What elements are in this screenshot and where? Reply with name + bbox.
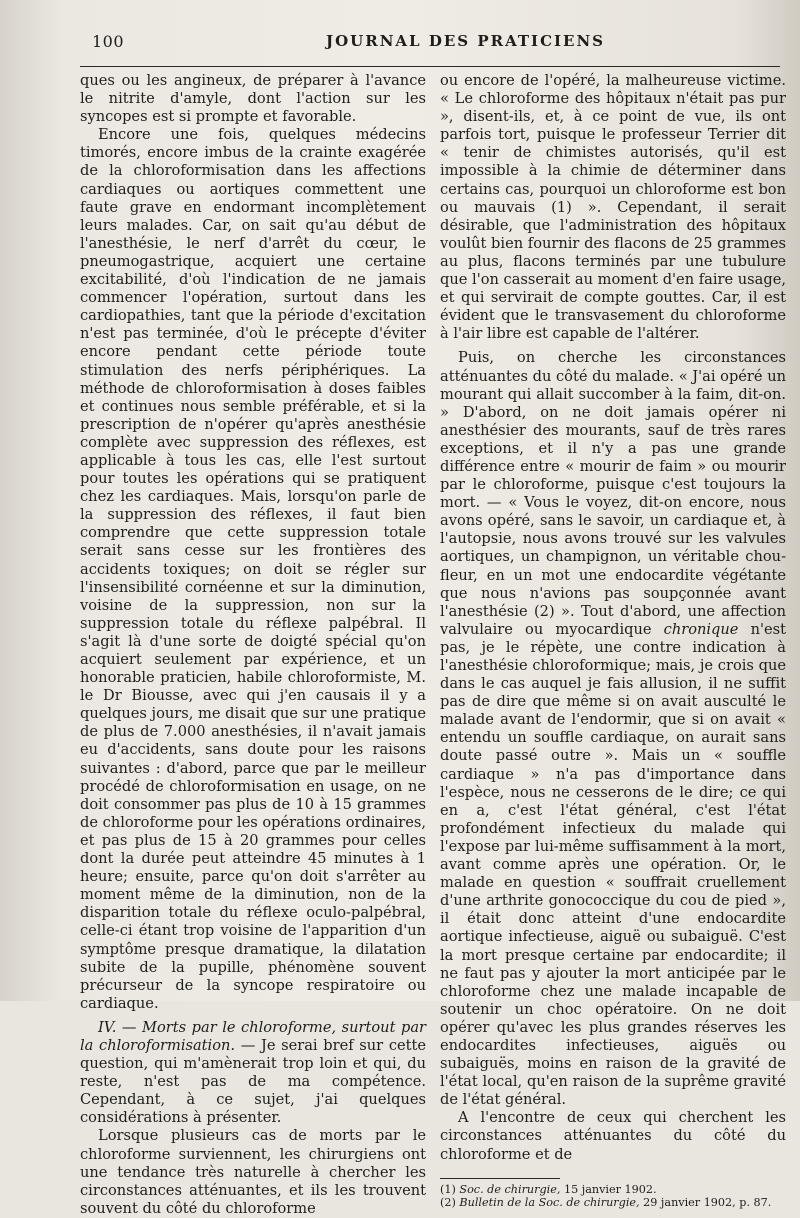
footnote-rule: [440, 1178, 560, 1179]
page-header: [0, 30, 800, 60]
paragraph: ou encore de l'opéré, la malheureuse victime. « Le chloroforme des hôpitaux n'était pas pur », disent-ils, et, à ce point de vue, ils ont parfois tort, puisque le professeur Terrier dit « tenir de chimistes autorisés, qu'il est impossible à la chimie de déterminer dans certains cas, pourquoi un chloroforme est bon ou mauvais (1) ». Cependant, il serait désirable, que l'administration des hôpitaux voulût bien fournir des flacons de 25 grammes au plus, flacons terminés par une tubulure que l'on casserait au moment d'en faire usage, et qui servirait de compte gouttes. Car, il est évident que le transvasement du chloroforme à l'air libre est capable de l'altérer.: [440, 72, 786, 343]
paragraph: ques ou les angineux, de préparer à l'avance le nitrite d'amyle, dont l'action sur les syncopes est si prompte et favorable.: [80, 72, 426, 126]
paragraph: A l'encontre de ceux qui cherchent les circonstances atténuantes du côté du chloroforme et de: [440, 1109, 786, 1163]
page-number: 100: [92, 32, 125, 51]
section-heading: IV. — Morts par le chloroforme, surtout par la chloroformisation. —: [80, 1018, 426, 1054]
footnote-2: [440, 1196, 786, 1209]
footnote-number: (1): [440, 1182, 460, 1196]
right-column: [440, 72, 786, 1209]
paragraph: Encore une fois, quelques médecins timorés, encore imbus de la crainte exagérée de la chloroformisation dans les affections cardiaques ou aortiques commettent une faute grave en endormant incomplètement leurs malades. Car, on sait qu'au début de l'anesthésie, le nerf d'arrêt du cœur, le pneumogastrique, acquiert une certaine excitabilité, d'où l'indication de ne jamais commencer l'opération, surtout dans les cardiopathies, tant que la période d'excitation n'est pas terminée, d'où le précepte d'éviter encore pendant cette période toute stimulation des nerfs périphériques. La méthode de chloroformisation à doses faibles et continues nous semble préférable, et si la prescription de n'opérer qu'après anesthésie complète avec suppression des réflexes, est applicable à tous les cas, elle l'est surtout pour toutes les opérations qui se pratiquent chez les cardiaques. Mais, lorsqu'on parle de la suppression des réflexes, il faut bien comprendre que cette suppression totale serait sans cesse sur les frontières des accidents toxiques; on doit se régler sur l'insensibilité cornéenne et sur la diminution, voisine de la suppression, non sur la suppression totale du réflexe palpébral. Il s'agit là d'une sorte de doigté spécial qu'on acquiert seulement par expérience, et un honorable praticien, habile chloroformiste, M. le Dr Biousse, avec qui j'en causais il y a quelques jours, me disait que sur une pratique de plus de 7.000 anesthésies, il n'avait jamais eu d'accidents, sans doute pour les raisons suivantes : d'abord, parce que par le meilleur procédé de chloroformisation en usage, on ne doit consommer pas plus de 10 à 15 grammes de chloroforme pour les opérations ordinaires, et pas plus de 15 à 20 grammes pour celles dont la durée peut atteindre 45 minutes à 1 heure; ensuite, parce qu'on doit s'arrêter au moment même de la diminution, non de la disparition totale du réflexe oculo-palpébral, celle-ci étant trop voisine de l'apparition d'un symptôme presque dramatique, la dilatation subite de la pupille, phénomène souvent précurseur de la syncope respiratoire ou cardiaque.: [80, 126, 427, 1012]
footnote-number: (2): [440, 1195, 460, 1209]
header-rule: [80, 66, 780, 67]
paragraph-text: n'est pas, je le répète, une contre indication à l'anesthésie chloroformique; mais, je crois que dans le cas auquel je fais allusion, il ne suffit pas de dire que même si on avait ausculté le malade avant de l'endormir, que si on avait « entendu un souffle cardiaque, on aurait sans doute passé outre ». Mais un « souffle cardiaque » n'a pas d'importance dans l'espèce, nous ne cesserons de le dire; ce qui en a, c'est l'état général, c'est l'état profondément infectieux du malade qui l'expose par lui-même suffisamment à la mort, avant comme après une opération. Or, le malade en question « souffrait cruellement d'une arthrite gonococcique du cou de pied », il était donc atteint d'une endocardite aortique infectieuse, aiguë ou subaiguë. C'est la mort presque certaine par endocardite; il ne faut pas y ajouter la mort anticipée par le chloroforme chez une malade incapable de soutenir un choc opératoire. On ne doit opérer qu'avec les plus grandes réserves les endocardites infectieuses, aiguës ou subaiguës, moins en raison de la gravité de l'état local, qu'en raison de la suprême gravité de l'état général.: [440, 620, 786, 1109]
paragraph-text: Je serai bref sur cette question, qui m'amènerait trop loin et qui, du reste, n'est pas de ma compétence. Cependant, à ce sujet, j'ai quelques considérations à présenter.: [80, 1036, 426, 1127]
footnote-source: Soc. de chirurgie,: [459, 1182, 561, 1196]
paragraph-text: Puis, on cherche les circonstances atténuantes du côté du malade. « J'ai opéré un mourant qui allait succomber à la faim, dit-on. » D'abord, on ne doit jamais opérer ni anesthésier des mourants, sauf de très rares exceptions, et il n'y a pas une grande différence entre « mourir de faim » ou mourir par le chloroforme, puisque c'est toujours la mort. — « Vous le voyez, dit-on encore, nous avons opéré, sans le savoir, un cardiaque et, à l'autopsie, nous avons trouvé sur les valvules aortiques, un champignon, un véritable chou-fleur, en un mot une endocardite végétante que nous n'avions pas soupçonnée avant l'anesthésie (2) ». Tout d'abord, une affection valvulaire ou myocardique: [440, 349, 786, 638]
footnote-date: 15 janvier 1902.: [560, 1182, 657, 1196]
section-iv-paragraph: [80, 1019, 426, 1128]
footnote-1: [440, 1183, 786, 1196]
paragraph: Lorsque plusieurs cas de morts par le chloroforme surviennent, les chirurgiens ont une tendance très naturelle à chercher les circonstances atténuantes, et ils les trouvent souvent du côté du chloroforme: [80, 1127, 426, 1217]
left-column: [80, 72, 426, 1218]
footnote-source: Bulletin de la Soc. de chirurgie,: [459, 1195, 640, 1209]
running-title: JOURNAL DES PRATICIENS: [326, 32, 605, 50]
paragraph: [440, 349, 786, 1109]
emphasis: chronique: [663, 620, 739, 638]
footnote-date: 29 janvier 1902, p. 87.: [639, 1195, 772, 1209]
